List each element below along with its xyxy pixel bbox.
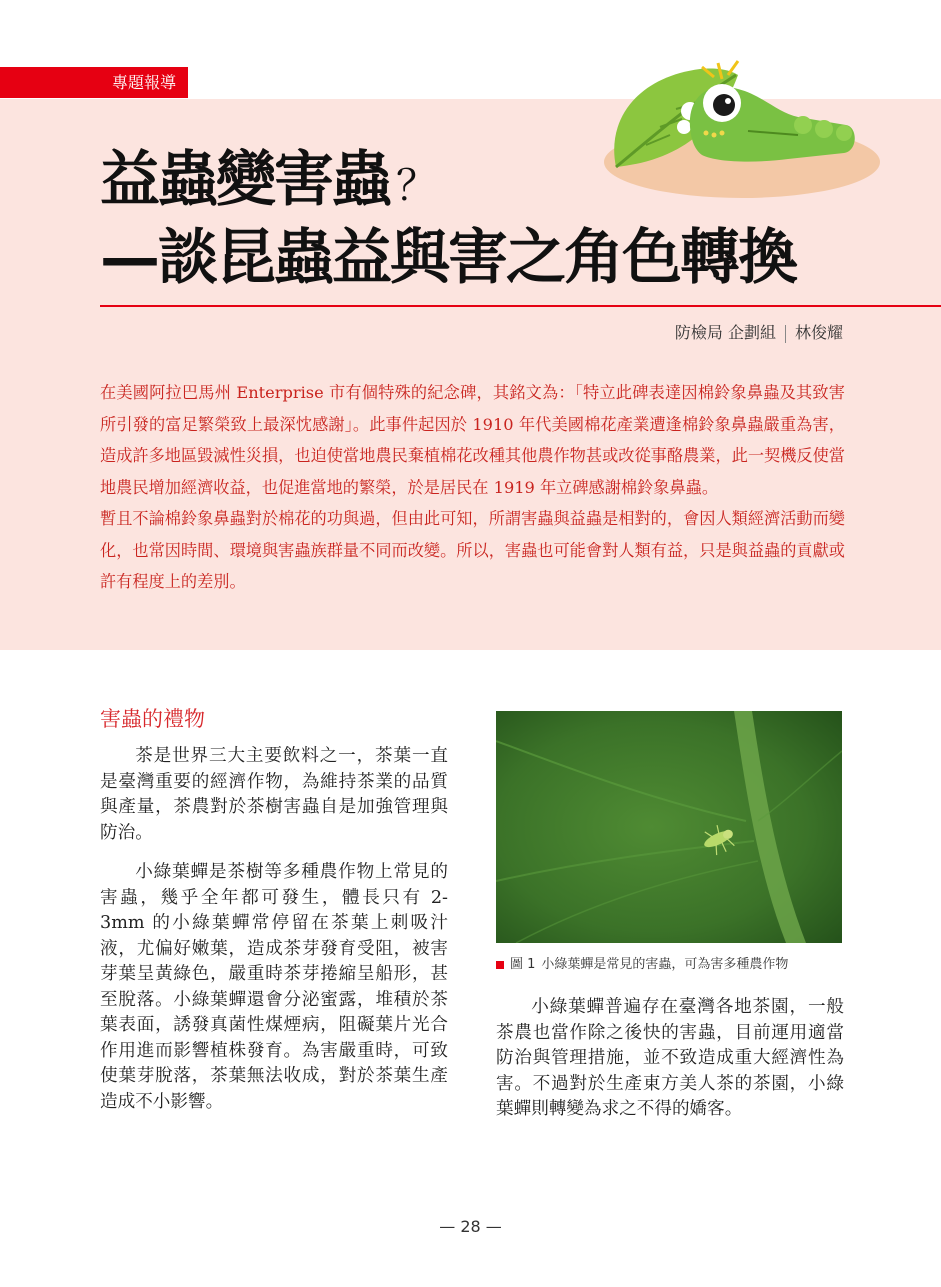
intro-paragraph-1: 在美國阿拉巴馬州 Enterprise 市有個特殊的紀念碑，其銘文為：「特立此碑表達因棉鈴象鼻蟲及其致害所引發的富足繁榮致上最深忱感謝」。此事件起因於 1910 年代美國棉花產業遭逢棉鈴象鼻蟲嚴重為害，造成許多地區毀滅性災損，也迫使當地農民棄植棉花改種其他農作物甚或改從事酪農業，此一契機反使當地農民增加經濟收益，也促進當地的繁榮，於是居民在 1919 年立碑感謝棉鈴象鼻蟲。 <box>100 383 845 497</box>
title-line-2: —談昆蟲益與害之角色轉換 <box>100 223 796 293</box>
figure-caption <box>496 955 788 975</box>
body-paragraph-2: 小綠葉蟬是茶樹等多種農作物上常見的害蟲，幾乎全年都可發生，體長只有 2-3mm 的小綠葉蟬常停留在茶葉上刺吸汁液，尤偏好嫩葉，造成茶芽發育受阻，被害芽葉呈黃綠色，嚴重時茶芽捲縮呈船形，甚至脫落。小綠葉蟬還會分泌蜜露，堆積於茶葉表面，誘發真菌性煤煙病，阻礙葉片光合作用進而影響植株發育。為害嚴重時，可致使葉芽脫落，茶葉無法收成，對於茶葉生產造成不小影響。 <box>100 862 448 1112</box>
caption-marker <box>496 961 504 969</box>
intro-paragraph-2: 暫且不論棉鈴象鼻蟲對於棉花的功與過，但由此可知，所謂害蟲與益蟲是相對的，會因人類經濟活動而變化，也常因時間、環境與害蟲族群量不同而改變。所以，害蟲也可能會對人類有益，只是與益蟲的貢獻或許有程度上的差別。 <box>100 509 845 591</box>
left-column <box>100 744 448 1129</box>
title-question-mark: ？ <box>396 161 439 210</box>
byline-separator <box>785 325 786 343</box>
right-column <box>496 995 844 1137</box>
byline-author: 林俊耀 <box>794 323 843 342</box>
intro-text <box>100 377 845 598</box>
section-tag: 專題報導 <box>0 67 188 98</box>
byline <box>675 320 843 346</box>
figure-label: 圖 1 <box>510 957 536 972</box>
section-heading: 害蟲的禮物 <box>100 707 205 731</box>
caterpillar-leaf-illustration <box>598 55 880 205</box>
title-divider <box>100 305 941 307</box>
green-leafhopper-on-leaf-photo <box>496 711 842 943</box>
title-main: 益蟲變害蟲 <box>100 145 390 215</box>
figure-caption-text: 小綠葉蟬是常見的害蟲，可為害多種農作物 <box>541 957 789 972</box>
title-line-1 <box>100 142 438 224</box>
body-paragraph-1: 茶是世界三大主要飲料之一，茶葉一直是臺灣重要的經濟作物，為維持茶業的品質與產量，茶農對於茶樹害蟲自是加強管理與防治。 <box>100 746 448 843</box>
page-number: — 28 — <box>439 1217 502 1236</box>
byline-org: 防檢局 企劃組 <box>674 323 776 342</box>
body-paragraph-3: 小綠葉蟬普遍存在臺灣各地茶園，一般茶農也當作除之後快的害蟲，目前運用適當防治與管理措施，並不致造成重大經濟性為害。不過對於生產東方美人茶的茶園，小綠葉蟬則轉變為求之不得的嬌客。 <box>496 997 844 1119</box>
